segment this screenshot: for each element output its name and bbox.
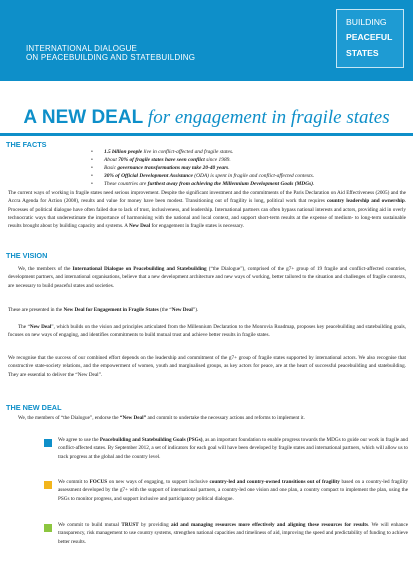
blue-marker-icon bbox=[44, 439, 52, 447]
page-title bbox=[0, 108, 413, 128]
facts-list bbox=[104, 148, 404, 188]
fact-item: • 30% of Official Development Assistance (ODA) is spent in fragile and conflict-affected contexts. bbox=[104, 172, 404, 180]
vision-paragraph-4: We recognise that the success of our combined effort depends on the leadership and commitment of the g7+ group of fragile states supported by international actors. We also recognise that constructive state-society relations, and the empowerment of women, youth and marginalised groups, as key actors for peace, are at the heart of successful peacebuilding and statebuilding. They are essential to deliver the “New Deal”. bbox=[8, 355, 406, 378]
new-deal-heading: THE NEW DEAL bbox=[6, 403, 62, 412]
title-highlight: NEW DEAL bbox=[41, 107, 144, 128]
facts-paragraph: The current ways of working in fragile states need serious improvement. Despite the significant investment and the commitments of the Paris Declaration on Aid Effectiveness (2005) and the Accra Agenda for Action (2008), results and value for money have been modest. Transitioning out of fragility is long, political work that requires country leadership and ownership. Processes of political dialogue have often failed due to lack of trust, inclusiveness, and leadership. International partners can often bypass national interests and actors, providing aid in overly technocratic ways that underestimate the importance of harmonising with the national and local context, and support short-term results at the expense of medium- to long-term sustainable results brought about by building capacity and systems. A New Deal for engagement in fragile states is necessary. bbox=[8, 190, 406, 230]
green-marker-icon bbox=[44, 524, 52, 532]
badge-line-1: BUILDING bbox=[346, 17, 387, 27]
fact-item: • Basic governance transformations may take 20-40 years. bbox=[104, 164, 404, 172]
fact-item: • About 70% of fragile states have seen conflict since 1989. bbox=[104, 156, 404, 164]
commitment-item-trust: We commit to build mutual TRUST by providing aid and managing resources more effectively and aligning these resources for results. We will enhance transparency, risk management to use country systems, strengthen national capacities and timeliness of aid, improving the speed and predictability of funding to achieve better results. bbox=[58, 522, 409, 545]
facts-heading: THE FACTS bbox=[6, 140, 47, 149]
fact-item: • 1.5 billion people live in conflict-affected and fragile states. bbox=[104, 148, 404, 156]
badge-line-3: STATES bbox=[346, 48, 379, 58]
building-peaceful-states-badge bbox=[336, 9, 404, 68]
organization-logo-text bbox=[26, 44, 195, 62]
commitment-item-focus: We commit to FOCUS on new ways of engaging, to support inclusive country-led and country-owned transitions out of fragility based on a country-led fragility assessment developed by the g7+ with the support of international partners, a country-led one vision and one plan, a country compact to implement the plan, using the PSGs to monitor progress, and support inclusive and participatory political dialogue. bbox=[58, 479, 408, 502]
new-deal-intro: We, the members of “the Dialogue”, endorse the “New Deal” and commit to undertake the necessary actions and reforms to implement it. bbox=[18, 415, 305, 421]
title-rest: for engagement in fragile states bbox=[147, 107, 390, 128]
commitment-item-psgs: We agree to use the Peacebuilding and Statebuilding Goals (PSGs), as an important foundation to enable progress towards the MDGs to guide our work in fragile and conflict-affected states. By September 2012, a set of indicators for each goal will have been developed by fragile states and international partners, which will allow us to track progress at the global and the country level. bbox=[58, 437, 408, 460]
header-banner bbox=[0, 0, 413, 81]
badge-line-2: PEACEFUL bbox=[346, 32, 393, 42]
title-divider bbox=[0, 133, 413, 136]
fact-item: • These countries are furthest away from achieving the Millennium Development Goals (MDGs). bbox=[104, 180, 404, 188]
vision-paragraph-2: These are presented in the New Deal for Engagement in Fragile States (the “New Deal”). bbox=[8, 307, 199, 313]
vision-paragraph-3: The “New Deal”, which builds on the vision and principles articulated from the Millennium Declaration to the Monrovia Roadmap, proposes key peacebuilding and statebuilding goals, focuses on new ways of engaging, and identifies commitments to build mutual trust and achieve better results in fragile states. bbox=[8, 324, 406, 339]
org-line-2: ON PEACEBUILDING AND STATEBUILDING bbox=[26, 53, 196, 62]
title-prefix: A bbox=[23, 107, 38, 128]
vision-heading: THE VISION bbox=[6, 251, 48, 260]
vision-paragraph-1: We, the members of the International Dialogue on Peacebuilding and Statebuilding (“the Dialogue”), comprised of the g7+ group of 19 fragile and conflict-affected countries, development partners, and international organisations, believe that a new development architecture and new ways of working, better tailored to the situation and challenges of fragile contexts, are necessary to build peaceful states and societies. bbox=[8, 266, 406, 289]
yellow-marker-icon bbox=[44, 481, 52, 489]
org-line-1: INTERNATIONAL DIALOGUE bbox=[26, 44, 138, 53]
